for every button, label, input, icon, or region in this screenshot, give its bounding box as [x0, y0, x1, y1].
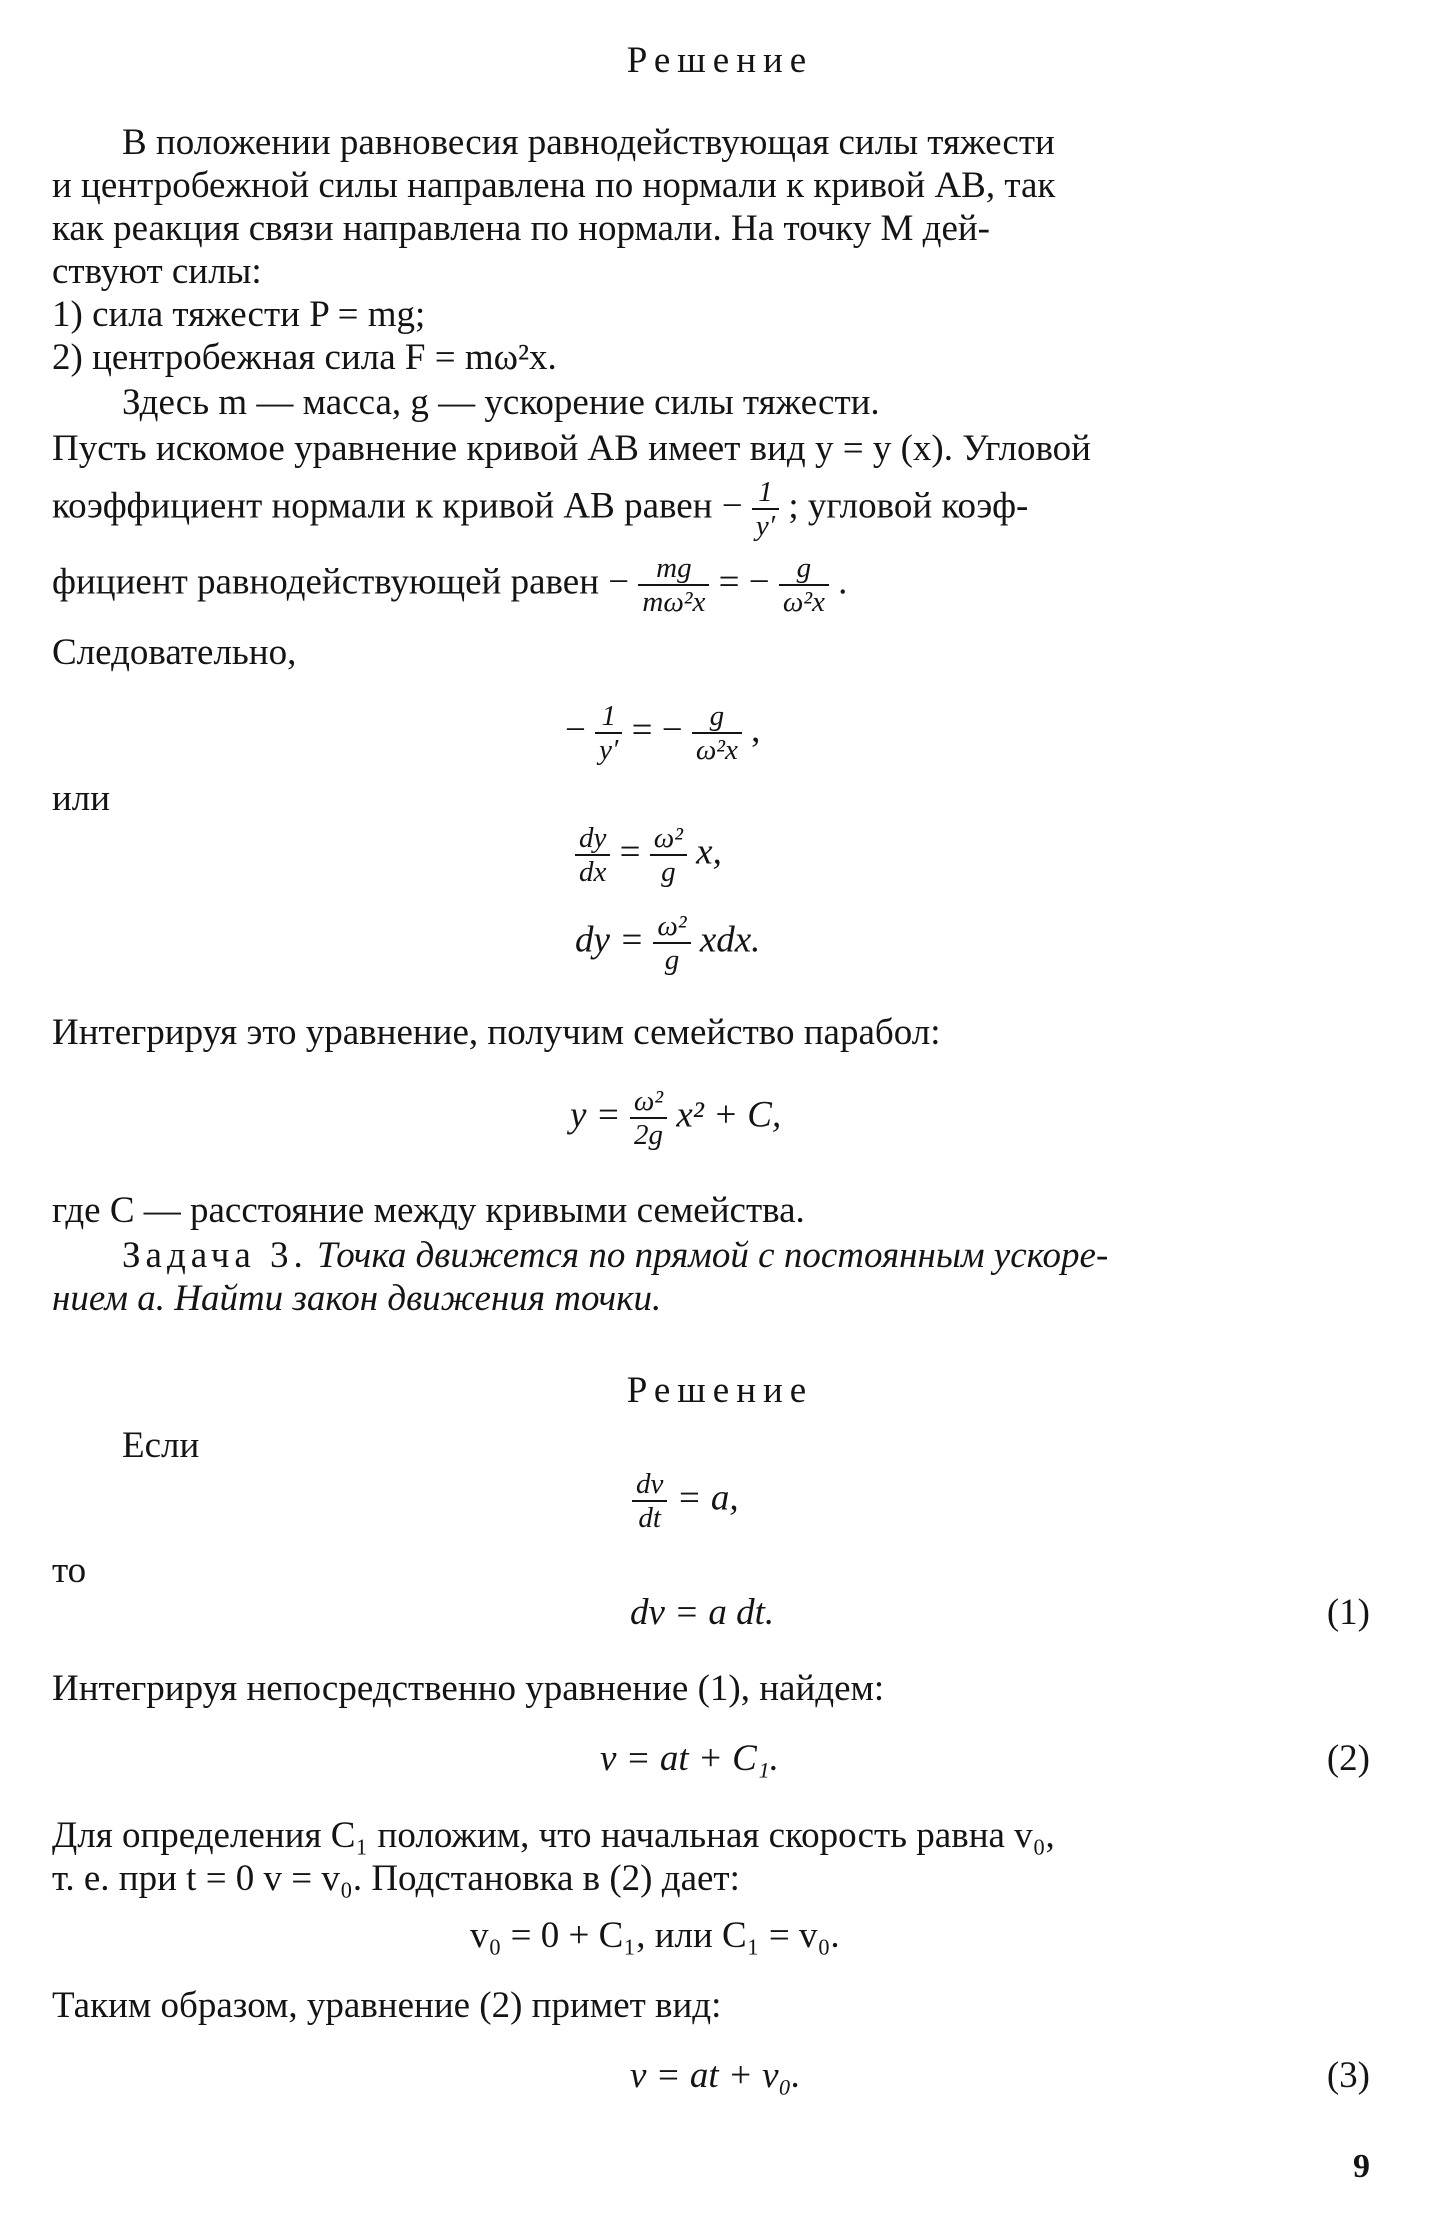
xdx-term: xdx. [699, 919, 761, 961]
task3-line-2: нием a. Найти закон движения точки. [52, 1278, 662, 1319]
task3-statement: Точка движется по прямой с постоянным ускоре- [317, 1235, 1109, 1276]
fraction-omega2-over-g [653, 910, 690, 976]
equation-number-2: (2) [1326, 1738, 1370, 1779]
paragraph-line: Пусть искомое уравнение кривой AB имеет вид y = y (x). Угловой [52, 428, 1091, 469]
consequently-text: Следовательно, [52, 632, 297, 673]
list-item-centrifugal: 2) центробежная сила F = mω²x. [52, 337, 557, 378]
fraction-omega2-over-g [650, 822, 687, 888]
x-term: x, [696, 831, 722, 873]
fraction-denominator: g [661, 856, 676, 888]
fraction-denominator: ω²x [782, 586, 825, 618]
thus-text: Таким образом, уравнение (2) примет вид: [52, 1985, 722, 2026]
or-text: или [52, 778, 111, 819]
equation-parabola [570, 1085, 781, 1151]
text-segment: фициент равнодействующей равен − [52, 561, 630, 603]
fraction-omega2-over-2g [630, 1085, 667, 1151]
equals-minus: = − [631, 709, 683, 751]
fraction-g-over-omega2x [692, 700, 742, 766]
lhs: y = [570, 1094, 621, 1136]
fraction-numerator: g [692, 700, 742, 734]
paragraph-line: ствуют силы: [52, 251, 262, 292]
then-text: то [52, 1550, 87, 1591]
equation-v-at-c1: v = at + C₁. [600, 1738, 779, 1779]
equation-slopes-equal [565, 700, 760, 766]
fraction-denominator: mω²x [642, 586, 706, 618]
solution-heading-2: Решение [626, 1370, 814, 1411]
fraction-dy-over-dx [575, 822, 610, 888]
text-segment: ; угловой коэф- [788, 485, 1029, 527]
equation-dv-adt: dv = a dt. [630, 1592, 775, 1633]
paragraph-line-normal-slope [52, 476, 1372, 546]
fraction-denominator: dt [638, 1502, 661, 1534]
list-item-gravity: 1) сила тяжести P = mg; [52, 294, 426, 335]
text-segment: = − [718, 561, 770, 603]
where-c-text: где C — расстояние между кривыми семейства. [52, 1190, 805, 1231]
text-segment: коэффициент нормали к кривой AB равен − [52, 485, 743, 527]
fraction-denominator: ω²x [695, 734, 738, 766]
equation-dy [575, 910, 760, 976]
fraction-numerator: 1 [595, 700, 622, 734]
fraction-numerator: ω² [650, 822, 687, 856]
paragraph-line: как реакция связи направлена по нормали. На точку M дей- [52, 208, 991, 249]
integrating-text-1: Интегрируя это уравнение, получим семейство парабол: [52, 1012, 941, 1053]
fraction-numerator: dy [575, 822, 610, 856]
comma: , [751, 709, 761, 751]
definition-line: Здесь m — масса, g — ускорение силы тяжести. [122, 382, 880, 423]
rhs: = a, [676, 1477, 739, 1519]
fraction-g-over-omega2x [779, 552, 829, 618]
integrating-text-2: Интегрируя непосредственно уравнение (1), найдем: [52, 1668, 885, 1709]
solution-heading-1: Решение [626, 40, 814, 81]
definition-c1-line-2: т. е. при t = 0 v = v₀. Подстановка в (2) дает: [52, 1858, 740, 1899]
fraction-numerator: g [779, 552, 829, 586]
equation-number-1: (1) [1326, 1592, 1370, 1633]
if-text: Если [122, 1425, 200, 1466]
equals-sign: = [619, 831, 641, 873]
minus-sign: − [565, 709, 586, 751]
task3-label: Задача 3. [122, 1235, 308, 1276]
lhs: dy = [575, 919, 645, 961]
fraction-numerator: 1 [752, 476, 779, 510]
fraction-one-over-yprime [595, 700, 622, 766]
fraction-numerator: ω² [653, 910, 690, 944]
fraction-one-over-yprime [752, 476, 779, 542]
paragraph-line-resultant-slope [52, 552, 1372, 626]
equation-number-3: (3) [1326, 2055, 1370, 2096]
fraction-denominator: y′ [599, 734, 619, 766]
fraction-denominator: y′ [755, 510, 776, 542]
fraction-dv-over-dt [632, 1468, 667, 1534]
paragraph-line: и центробежной силы направлена по нормали к кривой AB, так [52, 165, 1056, 206]
fraction-mg-over-momega2x [638, 552, 709, 618]
equation-dydx [575, 822, 722, 888]
paragraph-line: В положении равновесия равнодействующая силы тяжести [122, 122, 1055, 163]
fraction-denominator: dx [579, 856, 607, 888]
fraction-denominator: g [664, 944, 680, 976]
rhs-terms: x² + C, [676, 1094, 782, 1136]
equation-v0-c1: v₀ = 0 + C₁, или C₁ = v₀. [470, 1915, 840, 1956]
page-number: 9 [1353, 2148, 1370, 2185]
definition-c1-line-1: Для определения C₁ положим, что начальная скорость равна v₀, [52, 1815, 1055, 1856]
text-segment: . [838, 561, 848, 603]
fraction-denominator: 2g [633, 1119, 663, 1151]
equation-v-at-v0: v = at + v₀. [630, 2055, 801, 2096]
task3-line-1 [52, 1235, 1372, 1277]
fraction-numerator: dv [632, 1468, 667, 1502]
equation-dvdt [632, 1468, 739, 1534]
fraction-numerator: mg [638, 552, 709, 586]
fraction-numerator: ω² [630, 1085, 667, 1119]
